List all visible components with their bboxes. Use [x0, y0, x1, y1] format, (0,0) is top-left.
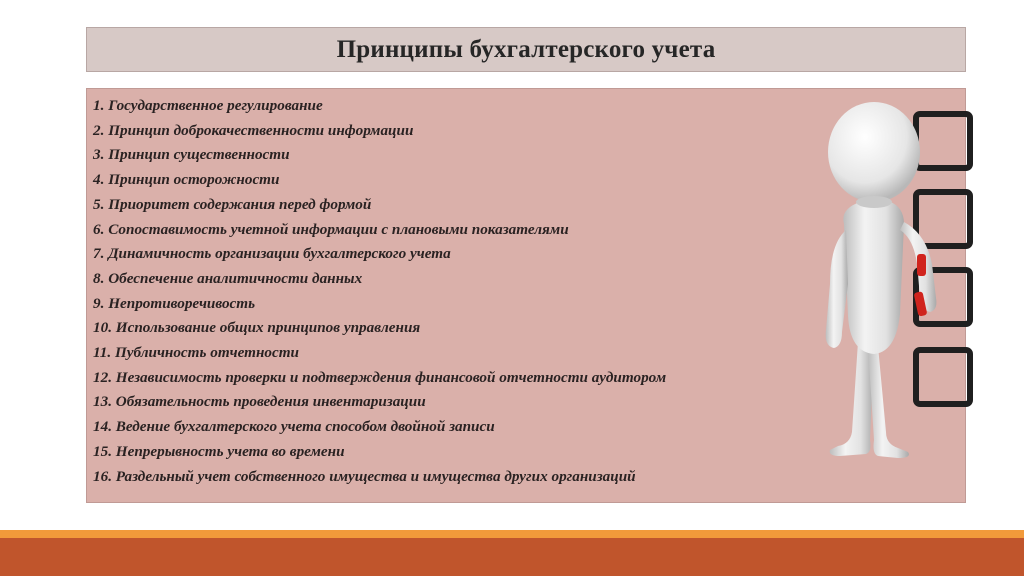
figure-with-checklist: [800, 84, 990, 464]
list-item: 13. Обязательность проведения инвентаризации: [93, 393, 426, 411]
list-item: 4. Принцип осторожности: [93, 171, 280, 189]
principles-list: [93, 94, 666, 489]
list-item: 8. Обеспечение аналитичности данных: [93, 269, 363, 287]
list-item: 6. Сопоставимость учетной информации с плановыми показателями: [93, 220, 569, 238]
list-item: 12. Независимость проверки и подтверждения финансовой отчетности аудитором: [93, 368, 667, 386]
checkbox-icon: [916, 192, 970, 246]
list-item: 10. Использование общих принципов управления: [93, 319, 421, 337]
list-item: 16. Раздельный учет собственного имущества и имуществa других организаций: [93, 467, 636, 485]
footer-stripe: [0, 530, 1024, 538]
checkbox-icon: [916, 350, 970, 404]
title-band: [86, 27, 966, 72]
list-item: 11. Публичность отчетности: [93, 344, 299, 362]
list-item: 14. Ведение бухгалтерского учета способом двойной записи: [93, 418, 495, 436]
list-item: 5. Приоритет содержания перед формой: [93, 195, 372, 213]
checkbox-icon: [916, 114, 970, 168]
slide-title: Принципы бухгалтерского учета: [336, 35, 716, 63]
list-item: 7. Динамичность организации бухгалтерского учета: [93, 245, 451, 263]
list-item: 9. Непротиворечивость: [93, 294, 256, 312]
list-item: 15. Непрерывность учета во времени: [93, 442, 345, 460]
list-item: 3. Принцип существенности: [93, 146, 290, 164]
list-item: 1. Государственное регулирование: [93, 97, 323, 114]
list-item: 2. Принцип доброкачественности информации: [93, 121, 414, 139]
footer-bar: [0, 538, 1024, 576]
